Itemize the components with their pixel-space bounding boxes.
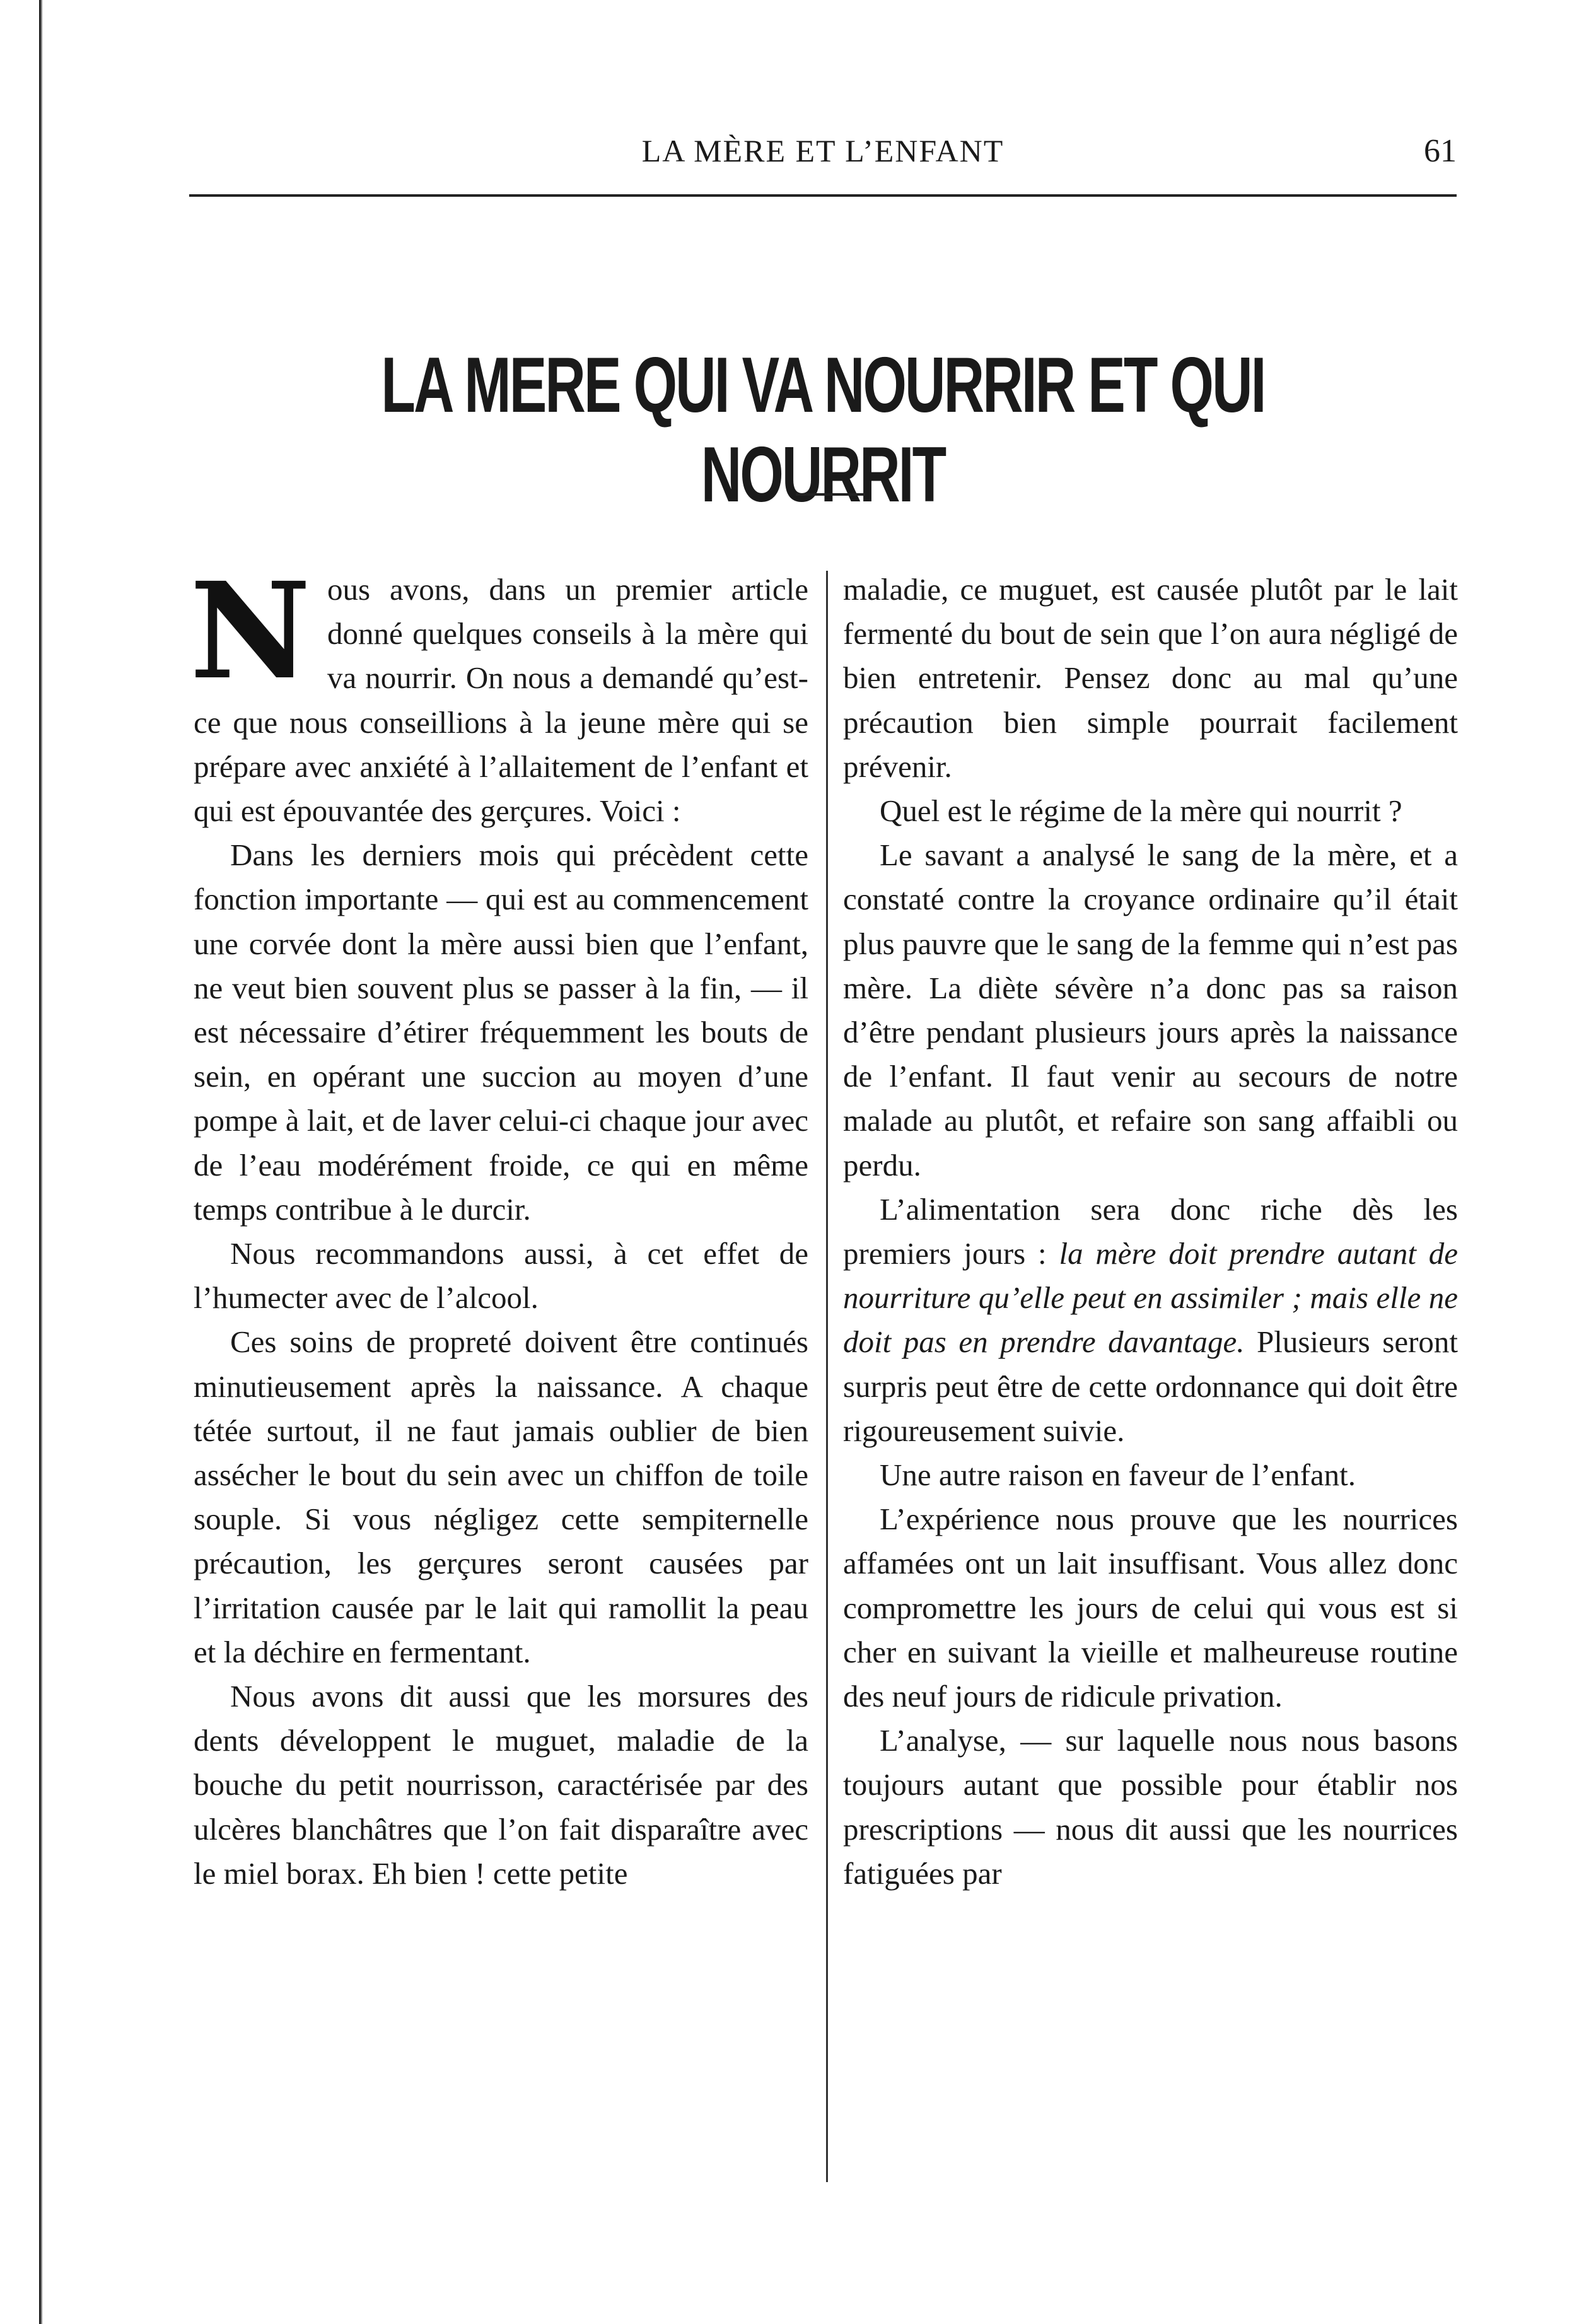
- italic-prescription: la mère doit prendre autant de nourriture qu’elle peut en assimiler ; mais elle ne doit pas en prendre davantage.: [843, 1236, 1458, 1360]
- paragraph: Ces soins de propreté doivent être continués minutieusement après la naissance. A chaque tétée surtout, il ne faut jamais oublier de bien assécher le bout du sein avec un chiffon de toile souple. Si vous négligez cette sempiternelle précaution, les gerçures seront causées par l’irritation causée par le lait qui ramollit la peau et la déchire en fermentant.: [194, 1324, 808, 1669]
- paragraph-text: L’alimentation sera donc riche dès les premiers jours :: [843, 1191, 1458, 1271]
- paragraph-text: ous avons, dans un premier article donné quelques conseils à la mère qui va nourrir. On nous a demandé qu’est-ce que nous conseillions à la jeune mère qui se prépare avec anxiété à l’allaitement de l’enfant et qui est épouvantée des gerçures. Voici :: [194, 572, 808, 829]
- header-rule: [189, 194, 1457, 197]
- paragraph: Nous recommandons aussi, à cet effet de l’humecter avec de l’alcool.: [194, 1236, 808, 1316]
- paragraph: [190, 553, 808, 833]
- paragraph: Quel est le régime de la mère qui nourrit ?: [880, 793, 1402, 829]
- page-binding-edge: [39, 0, 43, 2324]
- title-rule: [796, 493, 865, 496]
- paragraph: maladie, ce muguet, est causée plutôt par le lait fermenté du bout de sein que l’on aura négligé de bien entretenir. Pensez donc au mal qu’une précaution bien simple pourrait facilement prévenir.: [843, 572, 1458, 784]
- left-column: [190, 553, 808, 1896]
- paragraph: L’analyse, — sur laquelle nous nous basons toujours autant que possible pour établir nos prescriptions — nous dit aussi que les nourrices fatiguées par: [843, 1723, 1458, 1891]
- paragraph: [843, 1188, 1458, 1453]
- article-title: LA MERE QUI VA NOURRIR ET QUI NOURRIT: [381, 342, 1265, 518]
- running-header: [189, 132, 1457, 189]
- paragraph: L’expérience nous prouve que les nourrices affamées ont un lait insuffisant. Vous allez donc compromettre les jours de celui qui vous est si cher en suivant la vieille et malheureuse routine des neuf jours de ridicule privation.: [843, 1502, 1458, 1714]
- paragraph: Une autre raison en faveur de l’enfant.: [880, 1457, 1356, 1493]
- right-column: [843, 568, 1458, 1896]
- paragraph-text: Plusieurs seront surpris peut être de cette ordonnance qui doit être rigoureusement suivie.: [843, 1324, 1459, 1448]
- page-number: 61: [1424, 133, 1457, 169]
- paragraph: Dans les derniers mois qui précèdent cette fonction importante — qui est au commencement une corvée dont la mère aussi bien que l’enfant, ne veut bien souvent plus se passer à la fin, — il est nécessaire d’étirer fréquemment les bouts de sein, en opérant une succion au moyen d’une pompe à lait, et de laver celui-ci chaque jour avec de l’eau modérément froide, ce qui en même temps contribue à le durcir.: [194, 838, 808, 1227]
- running-title: LA MÈRE ET L’ENFANT: [641, 133, 1005, 168]
- dropcap-initial: N: [190, 553, 311, 709]
- column-divider: [826, 571, 828, 2182]
- paragraph: Le savant a analysé le sang de la mère, et a constaté contre la croyance ordinaire qu’il était plus pauvre que le sang de la femme qui n’est pas mère. La diète sévère n’a donc pas sa raison d’être pendant plusieurs jours après la naissance de l’enfant. Il faut venir au secours de notre malade au plutôt, et refaire son sang affaibli ou perdu.: [843, 838, 1458, 1182]
- paragraph: Nous avons dit aussi que les morsures des dents développent le muguet, maladie de la bouche du petit nourrisson, caractérisée par des ulcères blanchâtres que l’on fait disparaître avec le miel borax. Eh bien ! cette petite: [194, 1679, 808, 1891]
